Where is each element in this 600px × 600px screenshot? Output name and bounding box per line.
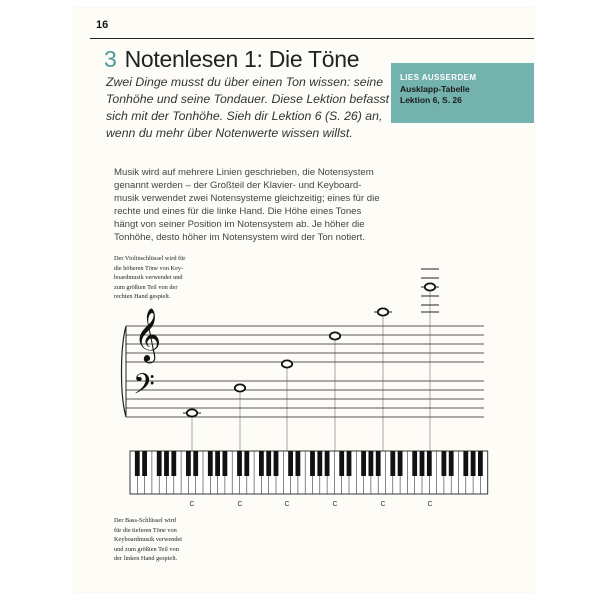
black-key [164, 451, 169, 476]
c-key-label: C [380, 501, 386, 508]
whole-note-c [282, 360, 292, 367]
intro-line: sich mit der Tonhöhe. Sieh dir Lektion 6 (S. 26) an, [106, 109, 383, 123]
whole-note-c [235, 384, 245, 391]
black-key [449, 451, 454, 476]
black-key [215, 451, 220, 476]
body-line: genannt werden – der Großteil der Klavier- und Keyboard- [114, 180, 362, 191]
whole-note-c [378, 308, 388, 315]
intro-line: Tonhöhe und seine Tondauer. Diese Lektion befasst [106, 92, 390, 106]
black-key [193, 451, 198, 476]
caption-line: zum größten Teil von der [114, 283, 178, 291]
caption-line: der linken Hand gespielt. [114, 555, 178, 562]
intro-line: Zwei Dinge musst du über einen Ton wissen: seine [106, 75, 384, 89]
black-key [412, 451, 417, 476]
black-key [420, 451, 425, 476]
black-key [171, 451, 176, 476]
black-key [310, 451, 315, 476]
whole-note-c [330, 332, 340, 339]
caption-line: Der Violinschlüssel wird für [114, 255, 186, 262]
caption-line: für die tieferen Töne von [114, 526, 177, 534]
black-key [361, 451, 366, 476]
c-key-labels [189, 501, 432, 508]
intro-line: wenn du mehr über Notenwerte wissen willst. [106, 126, 353, 140]
see-also-line-1: Ausklapp-Tabelle [400, 84, 470, 94]
black-key [339, 451, 344, 476]
brace [122, 326, 127, 417]
book-page [74, 8, 534, 592]
caption-line: Keyboardmusik verwendet [114, 536, 183, 543]
piano-keyboard [130, 451, 488, 494]
treble-clef-icon: 𝄞 [134, 307, 162, 361]
c-key-label: C [284, 501, 290, 508]
caption-line: die höheren Töne von Key- [114, 264, 184, 272]
black-key [390, 451, 395, 476]
caption-line: boardmusik verwendet und [114, 274, 183, 281]
c-key-label: C [332, 501, 338, 508]
page-number: 16 [96, 19, 109, 31]
black-key [266, 451, 271, 476]
bass-clef-icon: 𝄢 [133, 368, 155, 408]
black-key [427, 451, 432, 476]
c-key-label: C [237, 501, 243, 508]
c-notes [183, 269, 439, 417]
black-key [244, 451, 249, 476]
lesson-number: 3 [104, 46, 117, 72]
body-line: hängt von seiner Position im Notensystem ab. Je höher die [114, 219, 365, 230]
body-line: musik verwendet zwei Notensysteme gleichzeitig; eines für die [114, 193, 380, 204]
black-key [317, 451, 322, 476]
caption-line: und zum größten Teil von [114, 545, 179, 553]
keyboard-frame [130, 451, 488, 494]
notation-diagram [74, 8, 534, 592]
black-key [325, 451, 330, 476]
black-key [463, 451, 468, 476]
c-key-label: C [189, 501, 195, 508]
black-key [208, 451, 213, 476]
whole-note-c [187, 409, 197, 416]
grand-staff [122, 326, 485, 417]
black-key [142, 451, 147, 476]
c-key-label: C [427, 501, 433, 508]
body-line: rechte und eines für die linke Hand. Die Höhe eines Tones [114, 206, 362, 217]
black-key [259, 451, 264, 476]
black-key [296, 451, 301, 476]
black-key [369, 451, 374, 476]
black-key [376, 451, 381, 476]
black-key [223, 451, 228, 476]
body-line: Musik wird auf mehrere Linien geschrieben, die Notensystem [114, 167, 374, 178]
lesson-title: Notenlesen 1: Die Töne [124, 46, 360, 72]
black-key [398, 451, 403, 476]
black-key [274, 451, 279, 476]
black-key [347, 451, 352, 476]
caption-line: Der Bass-Schlüssel wird [114, 517, 176, 524]
whole-note-c [425, 283, 435, 290]
black-key [135, 451, 140, 476]
black-key [442, 451, 447, 476]
see-also-line-2: Lektion 6, S. 26 [400, 95, 462, 105]
black-key [237, 451, 242, 476]
see-also-heading: LIES AUSSERDEM [400, 73, 477, 82]
black-key [478, 451, 483, 476]
black-key [186, 451, 191, 476]
black-key [471, 451, 476, 476]
body-line: Tonhöhe, desto höher im Notensystem wird der Ton notiert. [114, 232, 365, 243]
caption-line: rechten Hand gespielt. [114, 293, 171, 300]
black-key [288, 451, 293, 476]
black-key [157, 451, 162, 476]
